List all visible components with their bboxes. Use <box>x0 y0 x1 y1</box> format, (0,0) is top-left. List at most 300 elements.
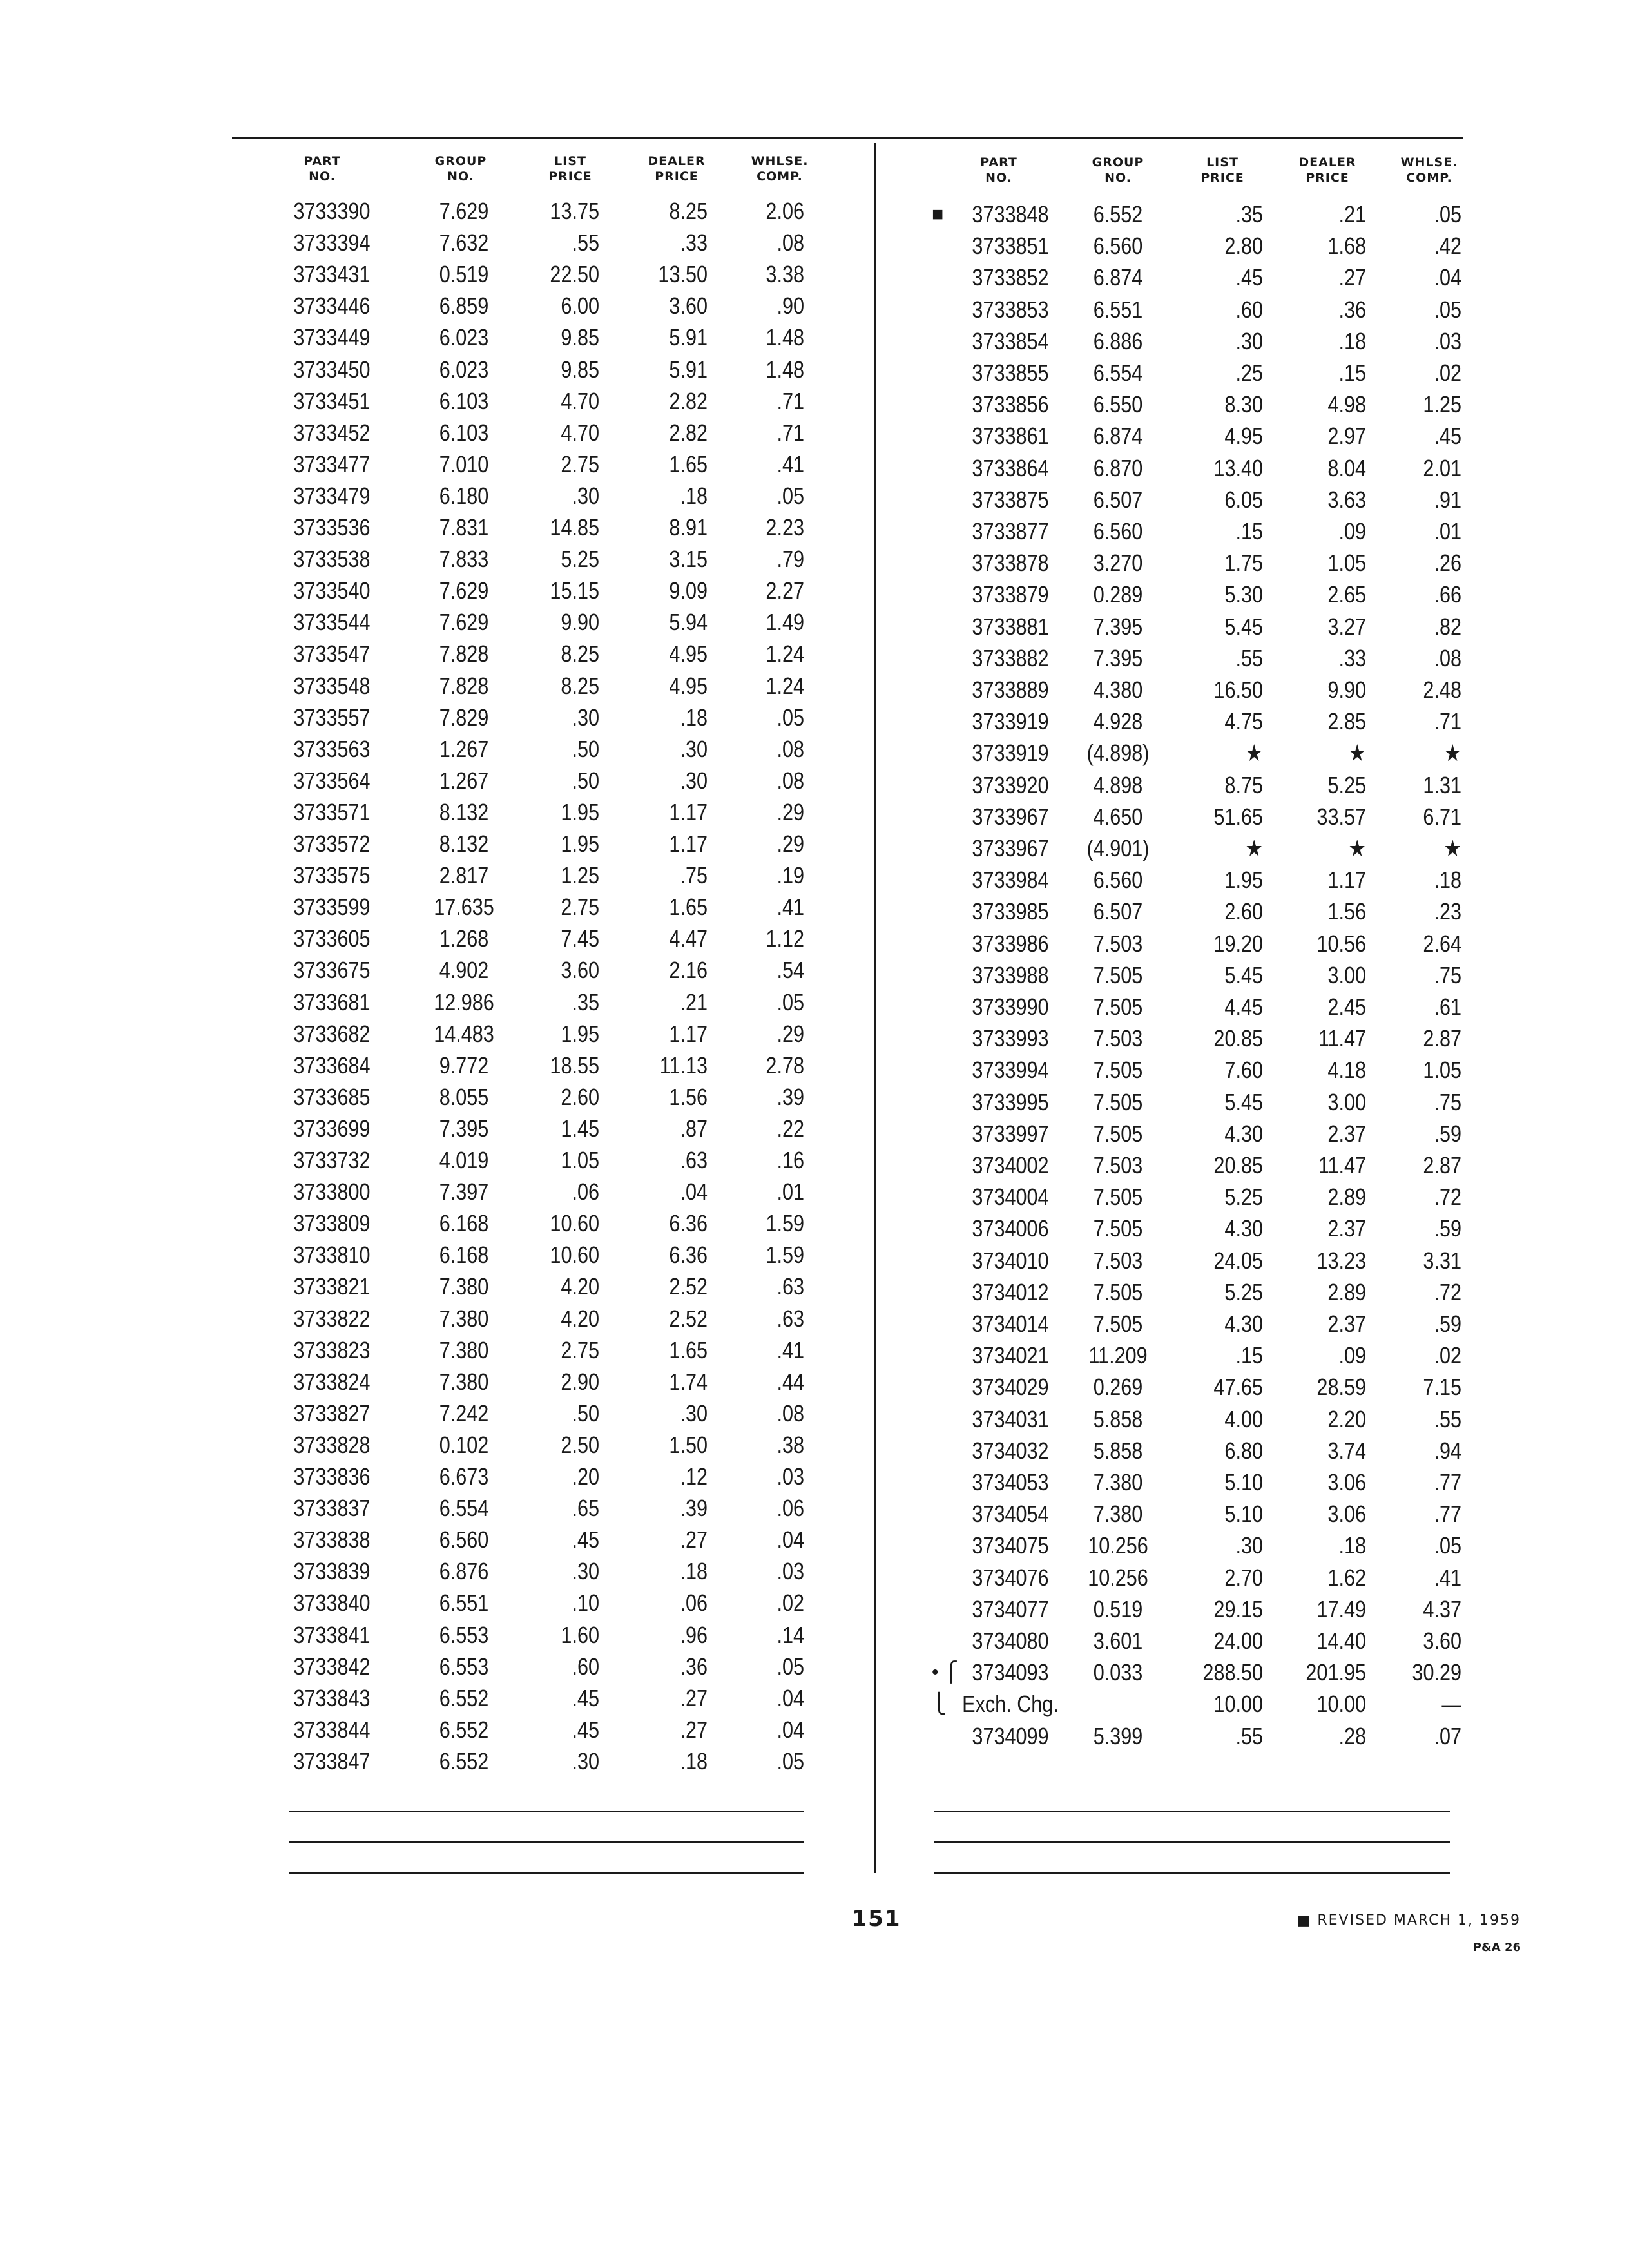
dealer-price: .18 <box>680 1747 708 1774</box>
part-number: 3734021 <box>972 1342 1049 1369</box>
revision-mark: ■ <box>932 204 944 225</box>
table-row <box>0 959 1629 992</box>
dealer-price: 1.17 <box>669 1020 708 1047</box>
dealer-price: .18 <box>680 704 708 731</box>
dealer-price: 2.52 <box>669 1305 708 1332</box>
dealer-price: 201.95 <box>1306 1659 1366 1686</box>
dealer-price: .75 <box>680 862 708 889</box>
group-number: 3.270 <box>1093 550 1143 577</box>
list-price: .45 <box>572 1684 599 1711</box>
dealer-price: .27 <box>1338 264 1366 291</box>
dealer-price: 8.04 <box>1327 454 1366 481</box>
group-number: 7.505 <box>1093 1278 1143 1305</box>
list-price: 13.40 <box>1213 454 1263 481</box>
list-price: 22.50 <box>550 261 599 288</box>
table-row <box>0 611 1629 643</box>
group-number: 0.102 <box>439 1431 489 1458</box>
part-number: 3733990 <box>972 994 1049 1020</box>
part-number: 3734077 <box>972 1595 1049 1622</box>
group-number: 7.242 <box>439 1399 489 1427</box>
whlse-comp: .02 <box>1434 360 1461 386</box>
group-number: 6.870 <box>1093 454 1143 481</box>
dealer-price: 3.15 <box>669 546 708 573</box>
list-price: 4.75 <box>1224 708 1263 735</box>
list-price: 20.85 <box>1213 1025 1263 1052</box>
whlse-comp: 1.25 <box>1423 391 1461 418</box>
dealer-price: 10.00 <box>1316 1691 1366 1718</box>
dealer-price: 2.37 <box>1327 1215 1366 1242</box>
dealer-price: 1.17 <box>1327 867 1366 894</box>
part-number: 3734014 <box>972 1311 1049 1337</box>
part-number: 3733864 <box>972 454 1049 481</box>
part-number: 3734054 <box>972 1501 1049 1528</box>
whlse-comp: .77 <box>1434 1501 1461 1528</box>
part-number: 3733823 <box>293 1336 371 1363</box>
blank-line <box>289 1841 804 1843</box>
header-part-no <box>284 153 361 184</box>
whlse-comp: .59 <box>1434 1311 1461 1337</box>
header-part-line2: NO. <box>985 171 1012 185</box>
part-number: 3733821 <box>293 1273 371 1300</box>
group-number: 7.632 <box>439 229 489 256</box>
group-number: 7.828 <box>439 640 489 668</box>
part-number: 3733827 <box>293 1399 371 1427</box>
part-number: 3733993 <box>972 1025 1049 1052</box>
list-price: .55 <box>1235 1722 1263 1749</box>
list-price: 6.00 <box>561 293 599 320</box>
list-price: 18.55 <box>550 1052 599 1079</box>
part-number: 3733877 <box>972 518 1049 544</box>
part-number: 3733994 <box>972 1057 1049 1084</box>
part-number: 3733889 <box>972 677 1049 703</box>
whlse-comp: .59 <box>1434 1120 1461 1147</box>
table-row <box>0 642 1629 675</box>
group-number: 9.772 <box>439 1052 489 1079</box>
dealer-price: .21 <box>1338 201 1366 227</box>
list-price: 24.00 <box>1213 1628 1263 1654</box>
table-row <box>0 1498 1629 1530</box>
dealer-price: 6.36 <box>669 1210 708 1237</box>
part-number: 3733681 <box>293 988 371 1015</box>
whlse-comp: .19 <box>776 862 804 889</box>
whlse-comp: .41 <box>776 1336 804 1363</box>
whlse-comp: .75 <box>1434 1088 1461 1115</box>
part-number: 3733390 <box>293 198 371 224</box>
list-price: 8.25 <box>561 640 599 668</box>
dealer-price: 5.91 <box>669 356 708 383</box>
part-number: 3733452 <box>293 419 371 446</box>
table-row <box>0 1720 1629 1753</box>
header-group-line2: NO. <box>447 169 474 184</box>
part-number: 3733852 <box>972 264 1049 291</box>
blank-line <box>934 1872 1450 1874</box>
whlse-comp: .08 <box>776 229 804 256</box>
list-price: 15.15 <box>550 577 599 604</box>
dealer-price: 5.25 <box>1327 771 1366 798</box>
group-number: 0.269 <box>1093 1374 1143 1401</box>
dealer-price: 1.68 <box>1327 233 1366 260</box>
group-number: 4.380 <box>1093 677 1143 703</box>
part-number: 3733732 <box>293 1147 371 1173</box>
dealer-price: 1.56 <box>669 1083 708 1110</box>
whlse-comp: .04 <box>1434 264 1461 291</box>
whlse-comp: .03 <box>776 1463 804 1490</box>
group-number: 6.560 <box>1093 233 1143 260</box>
list-price: 2.90 <box>561 1368 599 1395</box>
list-price: .30 <box>1235 1532 1263 1559</box>
header-list-price-right <box>1181 155 1264 186</box>
whlse-comp: .41 <box>1434 1564 1461 1591</box>
list-price: 8.75 <box>1224 771 1263 798</box>
part-number: 3734099 <box>972 1722 1049 1749</box>
whlse-comp: .44 <box>776 1368 804 1395</box>
part-number: 3733839 <box>293 1558 371 1585</box>
part-number: Exch. Chg. <box>962 1691 1059 1718</box>
page-number: 151 <box>851 1906 901 1932</box>
group-number: 17.635 <box>434 894 494 921</box>
header-group-no-right <box>1076 155 1160 186</box>
whlse-comp: 4.37 <box>1423 1595 1461 1622</box>
list-price: ★ <box>1245 835 1263 861</box>
table-row <box>0 515 1629 548</box>
whlse-comp: .23 <box>1434 898 1461 925</box>
list-price: 20.85 <box>1213 1152 1263 1178</box>
dealer-price: .30 <box>680 767 708 794</box>
table-row <box>0 452 1629 485</box>
part-number: 3733997 <box>972 1120 1049 1147</box>
whlse-comp: .91 <box>1434 486 1461 513</box>
blank-line <box>934 1841 1450 1843</box>
part-number: 3733878 <box>972 550 1049 577</box>
top-rule <box>232 137 1463 139</box>
group-number: 6.507 <box>1093 898 1143 925</box>
part-number: 3733854 <box>972 327 1049 354</box>
whlse-comp: .29 <box>776 1020 804 1047</box>
dealer-price: 11.47 <box>1318 1025 1366 1052</box>
list-price: 2.60 <box>561 1083 599 1110</box>
whlse-comp: .16 <box>776 1147 804 1173</box>
dealer-price: .21 <box>680 988 708 1015</box>
list-price: .50 <box>572 735 599 762</box>
table-row <box>0 1213 1629 1245</box>
group-number: 8.132 <box>439 831 489 857</box>
part-number: 3734053 <box>972 1469 1049 1495</box>
group-number: 7.505 <box>1093 1215 1143 1242</box>
header-dealer-price <box>631 153 722 184</box>
whlse-comp: .05 <box>776 1653 804 1680</box>
group-number: 6.551 <box>439 1590 489 1617</box>
group-number: 7.629 <box>439 577 489 604</box>
part-number: 3733450 <box>293 356 371 383</box>
whlse-comp: 1.59 <box>766 1210 804 1237</box>
whlse-comp: .71 <box>776 419 804 446</box>
list-price: .30 <box>572 482 599 509</box>
list-price: 19.20 <box>1213 930 1263 957</box>
whlse-comp: .03 <box>776 1558 804 1585</box>
group-number: 10.256 <box>1088 1532 1148 1559</box>
part-number: 3734032 <box>972 1437 1049 1464</box>
table-row <box>0 991 1629 1023</box>
dealer-price: .87 <box>680 1115 708 1142</box>
table-row <box>0 864 1629 896</box>
dealer-price: 1.62 <box>1327 1564 1366 1591</box>
part-number: 3733841 <box>293 1621 371 1648</box>
dealer-price: .27 <box>680 1716 708 1743</box>
whlse-comp: .08 <box>776 735 804 762</box>
part-number: 3734080 <box>972 1628 1049 1654</box>
list-price: 1.95 <box>561 1020 599 1047</box>
table-row <box>0 1308 1629 1340</box>
whlse-comp: .05 <box>776 988 804 1015</box>
dealer-price: 1.50 <box>669 1431 708 1458</box>
dealer-price: 1.17 <box>669 831 708 857</box>
group-number: 7.505 <box>1093 1184 1143 1211</box>
group-number: 6.552 <box>1093 201 1143 227</box>
part-number: 3733882 <box>972 644 1049 671</box>
list-price: 5.45 <box>1224 1088 1263 1115</box>
part-number: 3733855 <box>972 360 1049 386</box>
whlse-comp: .05 <box>776 1747 804 1774</box>
whlse-comp: .26 <box>1434 550 1461 577</box>
header-list-price <box>528 153 612 184</box>
table-row <box>0 1276 1629 1309</box>
dealer-price: 3.74 <box>1327 1437 1366 1464</box>
part-number: 3733479 <box>293 482 371 509</box>
dealer-price: .28 <box>1338 1722 1366 1749</box>
dealer-price: 2.37 <box>1327 1311 1366 1337</box>
list-price: 51.65 <box>1213 803 1263 830</box>
part-number: 3733986 <box>972 930 1049 957</box>
whlse-comp: .02 <box>776 1590 804 1617</box>
dealer-price: 9.09 <box>669 577 708 604</box>
part-number: 3733985 <box>972 898 1049 925</box>
part-number: 3733919 <box>972 740 1049 767</box>
dealer-price: 1.74 <box>669 1368 708 1395</box>
list-price: 1.75 <box>1224 550 1263 577</box>
group-number: 6.103 <box>439 387 489 414</box>
dealer-price: .06 <box>680 1590 708 1617</box>
dealer-price: 14.40 <box>1316 1628 1366 1654</box>
dealer-price: 13.23 <box>1316 1247 1366 1274</box>
whlse-comp: 1.24 <box>766 640 804 668</box>
whlse-comp: .79 <box>776 546 804 573</box>
group-number: 7.828 <box>439 672 489 699</box>
group-number: 6.180 <box>439 482 489 509</box>
group-number: 6.859 <box>439 293 489 320</box>
list-price: 4.45 <box>1224 994 1263 1020</box>
part-number: 3733967 <box>972 835 1049 861</box>
dealer-price: .39 <box>680 1495 708 1522</box>
whlse-comp: 2.87 <box>1423 1025 1461 1052</box>
group-number: 11.209 <box>1088 1342 1148 1369</box>
whlse-comp: ★ <box>1443 740 1461 767</box>
list-price: 288.50 <box>1202 1659 1263 1686</box>
whlse-comp: 2.87 <box>1423 1152 1461 1178</box>
group-number: 6.874 <box>1093 264 1143 291</box>
list-price: .55 <box>1235 644 1263 671</box>
group-number: 7.629 <box>439 609 489 636</box>
group-number: 4.928 <box>1093 708 1143 735</box>
list-price: 3.60 <box>561 957 599 984</box>
part-number: 3733824 <box>293 1368 371 1395</box>
group-number: 2.817 <box>439 862 489 889</box>
list-price: 10.60 <box>550 1242 599 1269</box>
whlse-comp: .02 <box>1434 1342 1461 1369</box>
list-price: 1.05 <box>561 1147 599 1173</box>
group-number: 6.553 <box>439 1653 489 1680</box>
dealer-price: .09 <box>1338 1342 1366 1369</box>
part-number: 3733838 <box>293 1526 371 1553</box>
table-row <box>0 1688 1629 1720</box>
dealer-price: .12 <box>680 1463 708 1490</box>
part-number: 3733881 <box>972 613 1049 640</box>
table-row <box>0 1149 1629 1182</box>
part-number: 3733828 <box>293 1431 371 1458</box>
dealer-price: .30 <box>680 1399 708 1427</box>
header-dealer-line1: DEALER <box>648 154 706 168</box>
blank-line <box>934 1811 1450 1812</box>
table-row <box>0 1435 1629 1467</box>
group-number: 6.168 <box>439 1242 489 1269</box>
part-number: 3733544 <box>293 609 371 636</box>
part-number: 3733810 <box>293 1242 371 1269</box>
part-number: 3733675 <box>293 957 371 984</box>
list-price: .45 <box>1235 264 1263 291</box>
list-price: 6.80 <box>1224 1437 1263 1464</box>
list-price: .25 <box>1235 360 1263 386</box>
dealer-price: .30 <box>680 735 708 762</box>
part-number: 3734029 <box>972 1374 1049 1401</box>
dealer-price: .04 <box>680 1178 708 1206</box>
part-number: 3733557 <box>293 704 371 731</box>
dealer-price: 2.82 <box>669 419 708 446</box>
group-number: 6.560 <box>1093 518 1143 544</box>
whlse-comp: ★ <box>1443 835 1461 861</box>
table-row <box>0 1086 1629 1119</box>
list-price: .50 <box>572 1399 599 1427</box>
dealer-price: .33 <box>680 229 708 256</box>
part-number: 3733684 <box>293 1052 371 1079</box>
part-number: 3733394 <box>293 229 371 256</box>
whlse-comp: .71 <box>1434 708 1461 735</box>
table-row <box>0 357 1629 389</box>
group-number: 7.505 <box>1093 1311 1143 1337</box>
list-price: 2.80 <box>1224 233 1263 260</box>
group-number: 6.552 <box>439 1747 489 1774</box>
part-number: 3733840 <box>293 1590 371 1617</box>
list-price: .30 <box>572 1558 599 1585</box>
dealer-price: 2.97 <box>1327 423 1366 450</box>
list-price: .60 <box>572 1653 599 1680</box>
group-number: 7.503 <box>1093 1025 1143 1052</box>
list-price: 7.60 <box>1224 1057 1263 1084</box>
part-number: 3733822 <box>293 1305 371 1332</box>
whlse-comp: .72 <box>1434 1278 1461 1305</box>
whlse-comp: .08 <box>776 767 804 794</box>
whlse-comp: .63 <box>776 1273 804 1300</box>
group-number: 6.886 <box>1093 327 1143 354</box>
table-row <box>0 1023 1629 1055</box>
group-number: 1.267 <box>439 735 489 762</box>
part-number: 3733599 <box>293 894 371 921</box>
group-number: 0.033 <box>1093 1659 1143 1686</box>
group-number: 7.395 <box>439 1115 489 1142</box>
group-number: 6.560 <box>439 1526 489 1553</box>
group-number: 6.553 <box>439 1621 489 1648</box>
part-number: 3733843 <box>293 1684 371 1711</box>
list-price: 2.75 <box>561 894 599 921</box>
dealer-price: .33 <box>1338 644 1366 671</box>
group-number: 10.256 <box>1088 1564 1148 1591</box>
table-row <box>0 230 1629 262</box>
whlse-comp: 2.06 <box>766 198 804 224</box>
group-number: 12.986 <box>434 988 494 1015</box>
part-number: 3733685 <box>293 1083 371 1110</box>
whlse-comp: .41 <box>776 450 804 477</box>
part-number: 3733875 <box>972 486 1049 513</box>
whlse-comp: .04 <box>776 1684 804 1711</box>
dealer-price: 2.52 <box>669 1273 708 1300</box>
dealer-price: 2.89 <box>1327 1278 1366 1305</box>
whlse-comp: .75 <box>1434 961 1461 988</box>
dealer-price: .18 <box>680 482 708 509</box>
group-number: 7.503 <box>1093 1247 1143 1274</box>
publication-code: P&A 26 <box>1472 1941 1521 1954</box>
dealer-price: 2.85 <box>1327 708 1366 735</box>
dealer-price: 3.06 <box>1327 1501 1366 1528</box>
group-number: 0.519 <box>439 261 489 288</box>
list-price: 4.70 <box>561 387 599 414</box>
whlse-comp: 2.64 <box>1423 930 1461 957</box>
list-price: 2.75 <box>561 1336 599 1363</box>
table-row <box>0 389 1629 421</box>
table-row <box>0 832 1629 865</box>
header-whlse-line1: WHLSE. <box>1400 155 1458 169</box>
whlse-comp: .05 <box>776 704 804 731</box>
whlse-comp: .04 <box>776 1716 804 1743</box>
whlse-comp: 1.48 <box>766 356 804 383</box>
list-price: 1.95 <box>561 831 599 857</box>
dealer-price: 2.89 <box>1327 1184 1366 1211</box>
part-number: 3733848 <box>972 201 1049 227</box>
whlse-comp: .07 <box>1434 1722 1461 1749</box>
whlse-comp: .55 <box>1434 1405 1461 1432</box>
table-row <box>0 325 1629 358</box>
whlse-comp: 3.38 <box>766 261 804 288</box>
list-price: 4.30 <box>1224 1311 1263 1337</box>
whlse-comp: 3.60 <box>1423 1628 1461 1654</box>
list-price: 5.10 <box>1224 1469 1263 1495</box>
part-number: 3734093 <box>972 1659 1049 1686</box>
dealer-price: 10.56 <box>1316 930 1366 957</box>
header-part-line1: PART <box>980 155 1017 169</box>
part-number: 3733431 <box>293 261 371 288</box>
whlse-comp: 1.49 <box>766 609 804 636</box>
list-price: 8.30 <box>1224 391 1263 418</box>
part-number: 3733856 <box>972 391 1049 418</box>
group-number: 3.601 <box>1093 1628 1143 1654</box>
list-price: .35 <box>1235 201 1263 227</box>
header-dealer-price-right <box>1282 155 1373 186</box>
header-group-no <box>419 153 503 184</box>
table-row <box>0 484 1629 516</box>
whlse-comp: .29 <box>776 798 804 825</box>
list-price: .35 <box>572 988 599 1015</box>
whlse-comp: .04 <box>776 1526 804 1553</box>
list-price: 24.05 <box>1213 1247 1263 1274</box>
list-price: ★ <box>1245 740 1263 767</box>
group-number: 5.858 <box>1093 1405 1143 1432</box>
